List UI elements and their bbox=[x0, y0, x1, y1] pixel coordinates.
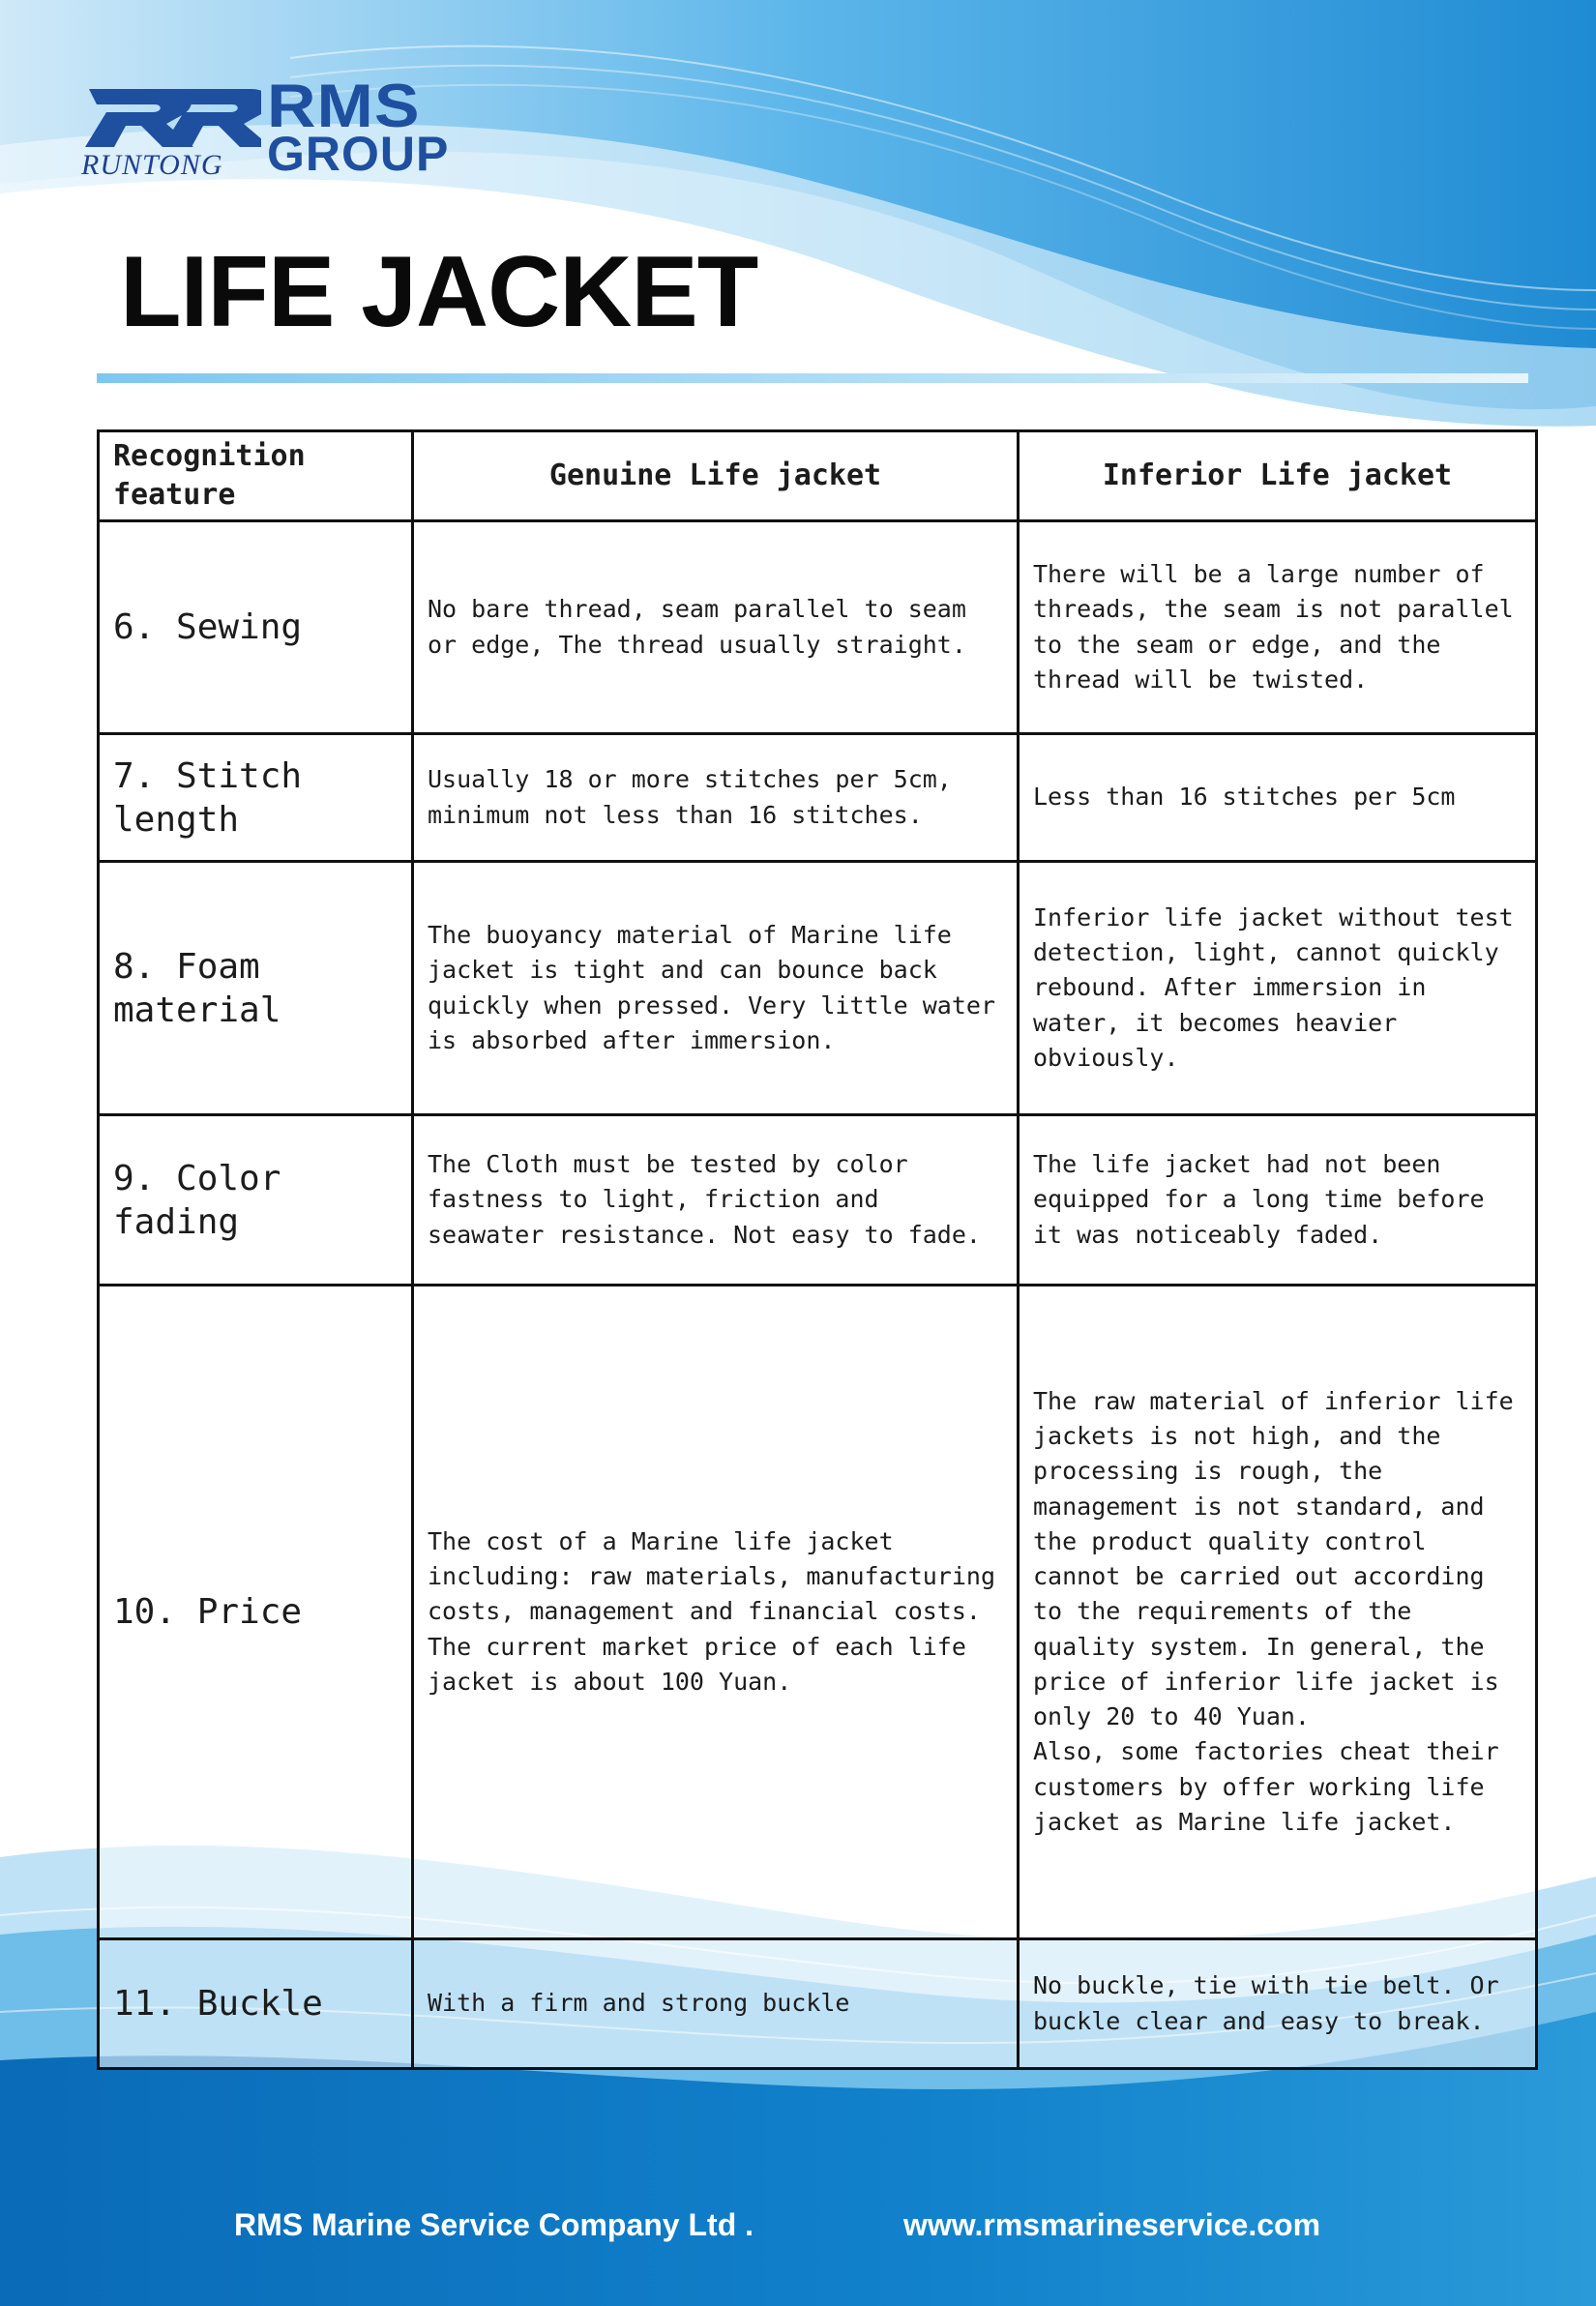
feature-cell: 10. Price bbox=[99, 1286, 413, 1939]
table-row bbox=[99, 1115, 1537, 1286]
footer-website-link[interactable]: www.rmsmarineservice.com bbox=[903, 2207, 1321, 2242]
feature-cell: 11. Buckle bbox=[99, 1939, 413, 2069]
footer-company-name: RMS Marine Service Company Ltd . bbox=[234, 2207, 754, 2242]
genuine-cell: No bare thread, seam parallel to seam or edge, The thread usually straight. bbox=[413, 521, 1019, 734]
company-logo bbox=[77, 72, 464, 184]
table-row bbox=[99, 521, 1537, 734]
table-row bbox=[99, 862, 1537, 1115]
page-title: LIFE JACKET bbox=[120, 236, 758, 348]
rr-logo-mark-icon bbox=[77, 83, 261, 153]
genuine-cell: The cost of a Marine life jacket including: raw materials, manufacturing costs, management and financial costs. The current market price of each life jacket is about 100 Yuan. bbox=[413, 1286, 1019, 1939]
header-inferior: Inferior Life jacket bbox=[1019, 431, 1537, 521]
logo-runtong-text: RUNTONG bbox=[81, 149, 223, 181]
comparison-table bbox=[97, 429, 1538, 2070]
logo-rms-text: RMS bbox=[267, 72, 421, 140]
table-row bbox=[99, 1939, 1537, 2069]
table-header-row bbox=[99, 431, 1537, 521]
genuine-cell: The buoyancy material of Marine life jacket is tight and can bounce back quickly when pressed. Very little water is absorbed after immersion. bbox=[413, 862, 1019, 1115]
feature-cell: 8. Foam material bbox=[99, 862, 413, 1115]
feature-cell: 7. Stitch length bbox=[99, 734, 413, 862]
inferior-cell: Inferior life jacket without test detection, light, cannot quickly rebound. After immersion in water, it becomes heavier obviously. bbox=[1019, 862, 1537, 1115]
feature-cell: 6. Sewing bbox=[99, 521, 413, 734]
title-divider bbox=[97, 373, 1528, 383]
table-row bbox=[99, 1286, 1537, 1939]
inferior-cell: The life jacket had not been equipped for a long time before it was noticeably faded. bbox=[1019, 1115, 1537, 1286]
logo-group-text: GROUP bbox=[267, 127, 450, 181]
genuine-cell: Usually 18 or more stitches per 5cm, minimum not less than 16 stitches. bbox=[413, 734, 1019, 862]
feature-cell: 9. Color fading bbox=[99, 1115, 413, 1286]
header-genuine: Genuine Life jacket bbox=[413, 431, 1019, 521]
header-recognition-feature: Recognition feature bbox=[99, 431, 413, 521]
genuine-cell: The Cloth must be tested by color fastness to light, friction and seawater resistance. Not easy to fade. bbox=[413, 1115, 1019, 1286]
inferior-cell: No buckle, tie with tie belt. Or buckle clear and easy to break. bbox=[1019, 1939, 1537, 2069]
table-row bbox=[99, 734, 1537, 862]
inferior-cell: Less than 16 stitches per 5cm bbox=[1019, 734, 1537, 862]
inferior-cell: The raw material of inferior life jackets is not high, and the processing is rough, the management is not standard, and the product quality control cannot be carried out according to the requirements of the quality system. In general, the price of inferior life jacket is only 20 to 40 Yuan. Also, some factories cheat their customers by offer working life jacket as Marine life jacket. bbox=[1019, 1286, 1537, 1939]
inferior-cell: There will be a large number of threads, the seam is not parallel to the seam or edge, and the thread will be twisted. bbox=[1019, 521, 1537, 734]
genuine-cell: With a firm and strong buckle bbox=[413, 1939, 1019, 2069]
